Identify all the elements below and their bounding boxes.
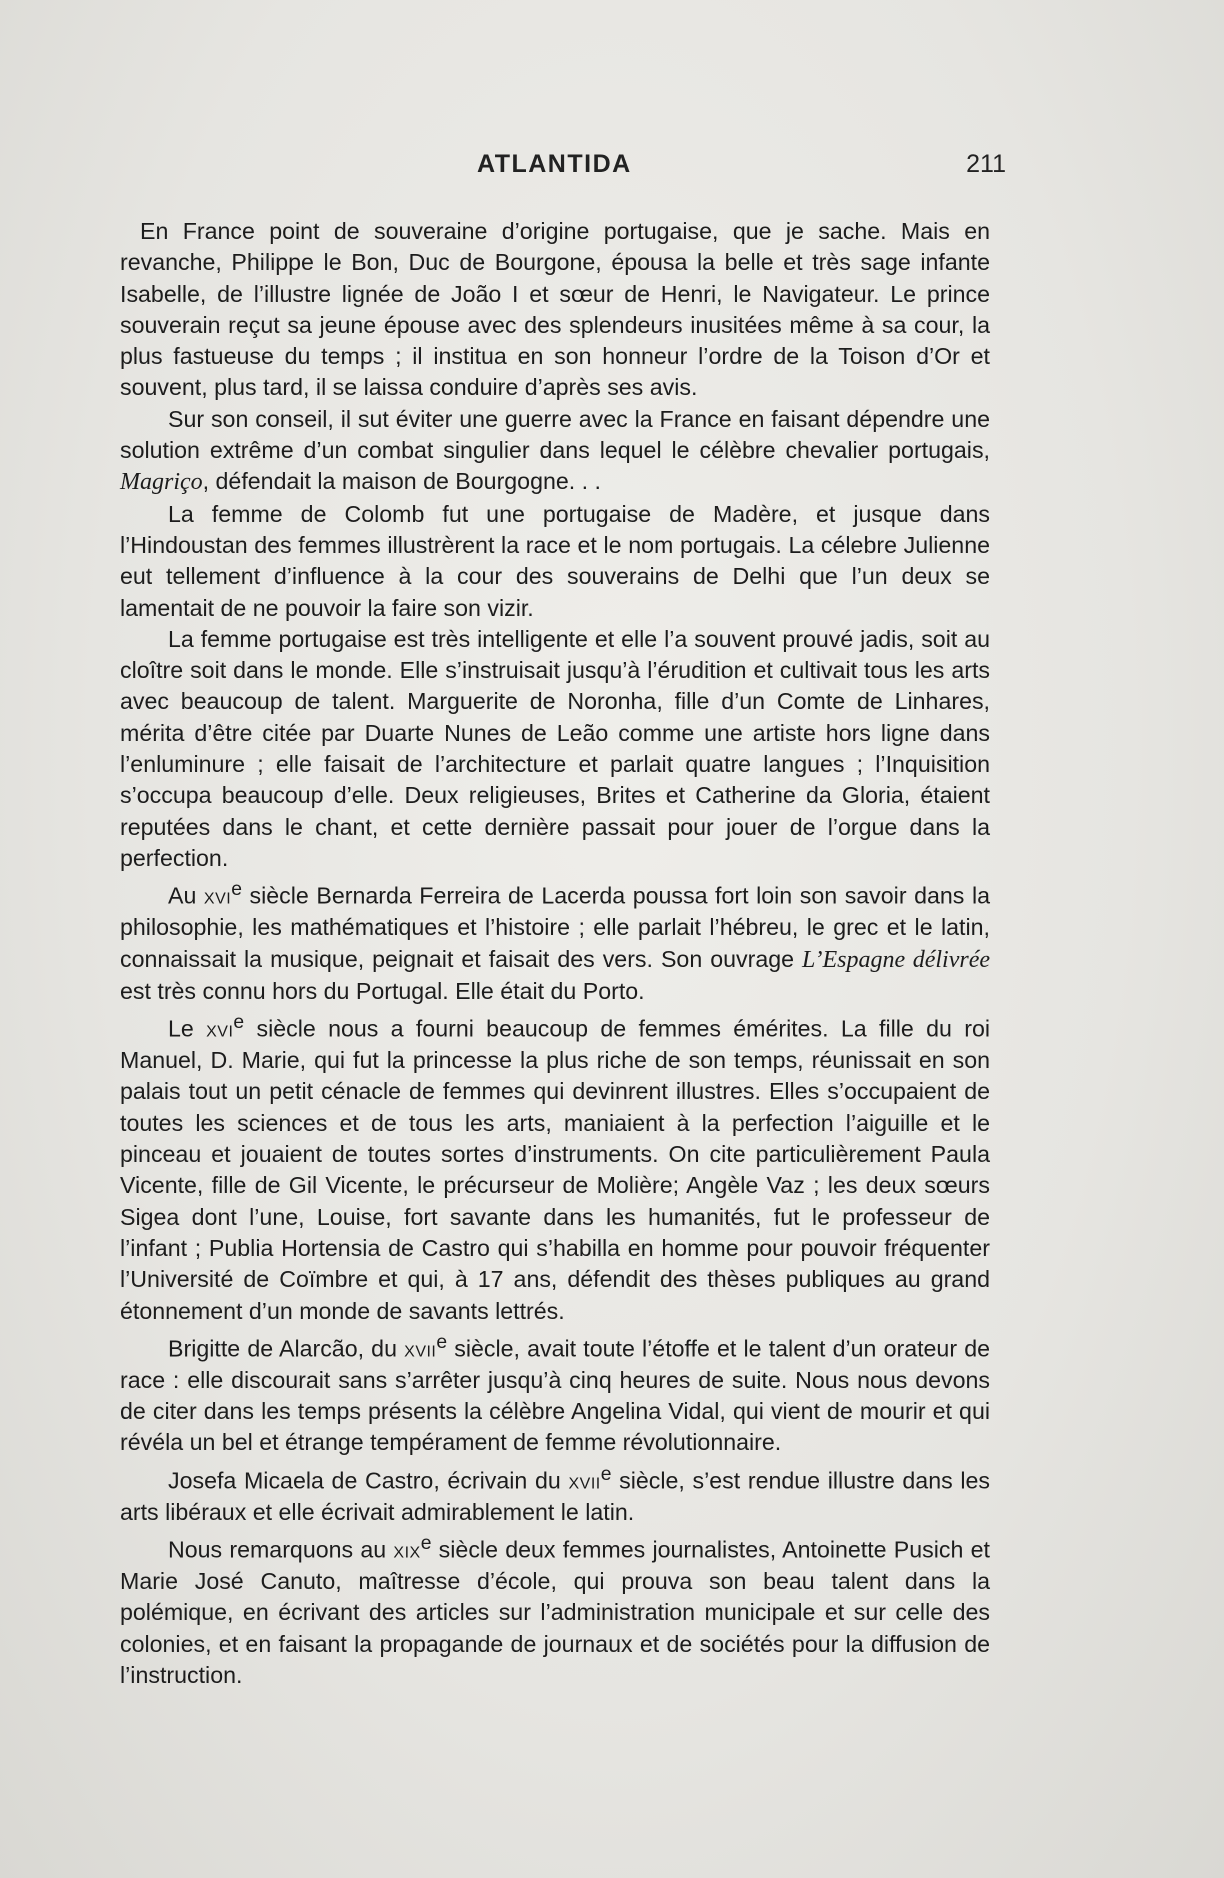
text-run: siècle nous a fourni beaucoup de femmes émérites. La fille du roi Manuel, D. Marie, qui fut la princesse la plus riche de son temps, réunissait en son palais tout un petit cénacle de femmes qui devinrent illustres. Elles s’occupaient de toutes les sciences et de tous les arts, maniaient à la perfection l’aiguille et le pinceau et jouaient de toutes sortes d’instruments. On cite particulièrement Paula Vicente, fille de Gil Vicente, le précurseur de Molière; Angèle Vaz ; les deux sœurs Sigea dont l’une, Louise, fort savante dans les humanités, fut le professeur de l’infant ; Publia Hortensia de Castro qui s’habilla en homme pour pouvoir fréquenter l’Université de Coïmbre et qui, à 17 ans, défendit des thèses publiques au grand étonnement d’un monde de savants lettrés.	[120, 1015, 990, 1324]
text-run: siècle deux femmes journalistes, Antoinette Pusich et Marie José Canuto, maîtresse d’école, qui prouva son beau talent dans la polémique, en écrivant des articles sur l’administration municipale et sur celle des colonies, et en faisant la propagande de journaux et de sociétés pour la diffusion de l’instruction.	[120, 1536, 990, 1689]
paragraph	[120, 216, 990, 404]
text-run: , défendait la maison de Bourgogne. . .	[202, 468, 601, 495]
body-text	[120, 216, 990, 1691]
text-run: Au	[168, 882, 204, 909]
century-numeral: xvi	[206, 1015, 234, 1042]
text-run: Josefa Micaela de Castro, écrivain du	[168, 1467, 569, 1494]
century-numeral: xvii	[568, 1467, 601, 1494]
page-number: 211	[966, 150, 1006, 178]
page-header	[120, 150, 1006, 186]
text-run: siècle, s’est rendue illustre dans les arts libéraux et elle écrivait admirablement le latin.	[120, 1467, 991, 1525]
text-run: Sur son conseil, il sut éviter une guerre avec la France en faisant dépendre une solution extrême d’un combat singulier dans lequel le célèbre chevalier portugais,	[120, 405, 990, 464]
paragraph	[120, 1528, 990, 1691]
superscript: e	[231, 879, 242, 901]
text-run: Brigitte de Alarcão, du	[168, 1335, 405, 1362]
italic-text: L’Espagne délivrée	[802, 946, 990, 973]
italic-text: Magriço	[120, 469, 203, 496]
text-run: Nous remarquons au	[168, 1536, 394, 1563]
text-run: Le	[168, 1015, 207, 1042]
century-numeral: xix	[393, 1536, 421, 1563]
paragraph	[120, 1459, 990, 1528]
paragraph	[120, 499, 990, 624]
paragraph	[120, 1007, 990, 1327]
text-run: La femme portugaise est très intelligente et elle l’a souvent prouvé jadis, soit au cloître soit dans le monde. Elle s’instruisait jusqu’à l’érudition et cultivait tous les arts avec beaucoup de talent. Marguerite de Noronha, fille d’un Comte de Linhares, mérita d’être citée par Duarte Nunes de Leão comme une artiste hors ligne dans l’enluminure ; elle faisait de l’architecture et parlait quatre langues ; l’Inquisition s’occupa beaucoup d’elle. Deux religieuses, Brites et Catherine da Gloria, étaient reputées dans le chant, et cette dernière passait pour jouer de l’orgue dans la perfection.	[120, 625, 990, 871]
superscript: e	[436, 1331, 448, 1353]
century-numeral: xvi	[203, 882, 232, 909]
running-title: ATLANTIDA	[477, 150, 632, 178]
paragraph	[120, 624, 990, 874]
text-run: En France point de souveraine d’origine portugaise, que je sache. Mais en revanche, Philippe le Bon, Duc de Bourgone, épousa la belle et très sage infante Isabelle, de l’illustre lignée de João I et sœur de Henri, le Navigateur. Le prince souverain reçut sa jeune épouse avec des splendeurs inusitées même à sa cour, la plus fastueuse du temps ; il institua en son honneur l’ordre de la Toison d’Or et souvent, plus tard, il se laissa conduire d’après ses avis.	[120, 218, 990, 401]
superscript: e	[600, 1463, 612, 1485]
text-run: siècle Bernarda Ferreira de Lacerda poussa fort loin son savoir dans la philosophie, les mathématiques et l’histoire ; elle parlait l’hébreu, le grec et le latin, connaissait la musique, peignait et faisait des vers. Son ouvrage	[120, 882, 990, 972]
superscript: e	[420, 1533, 432, 1555]
text-run: siècle, avait toute l’étoffe et le talent d’un orateur de race : elle discourait sans s’arrêter jusqu’à cinq heures de suite. Nous nous devons de citer dans les temps présents la célèbre Angelina Vidal, qui vient de mourir et qui révéla un bel et étrange tempérament de femme révolutionnaire.	[120, 1335, 990, 1456]
century-numeral: xvii	[404, 1335, 437, 1362]
paragraph	[120, 874, 990, 1007]
text-run: La femme de Colomb fut une portugaise de Madère, et jusque dans l’Hindoustan des femmes illustrèrent la race et le nom portugais. La célebre Julienne eut tellement d’influence à la cour des souverains de Delhi que l’un deux se lamentait de ne pouvoir la faire son vizir.	[120, 500, 990, 621]
paragraph	[120, 404, 990, 499]
text-run: est très connu hors du Portugal. Elle était du Porto.	[120, 977, 645, 1004]
paragraph	[120, 1327, 990, 1459]
superscript: e	[233, 1012, 245, 1034]
